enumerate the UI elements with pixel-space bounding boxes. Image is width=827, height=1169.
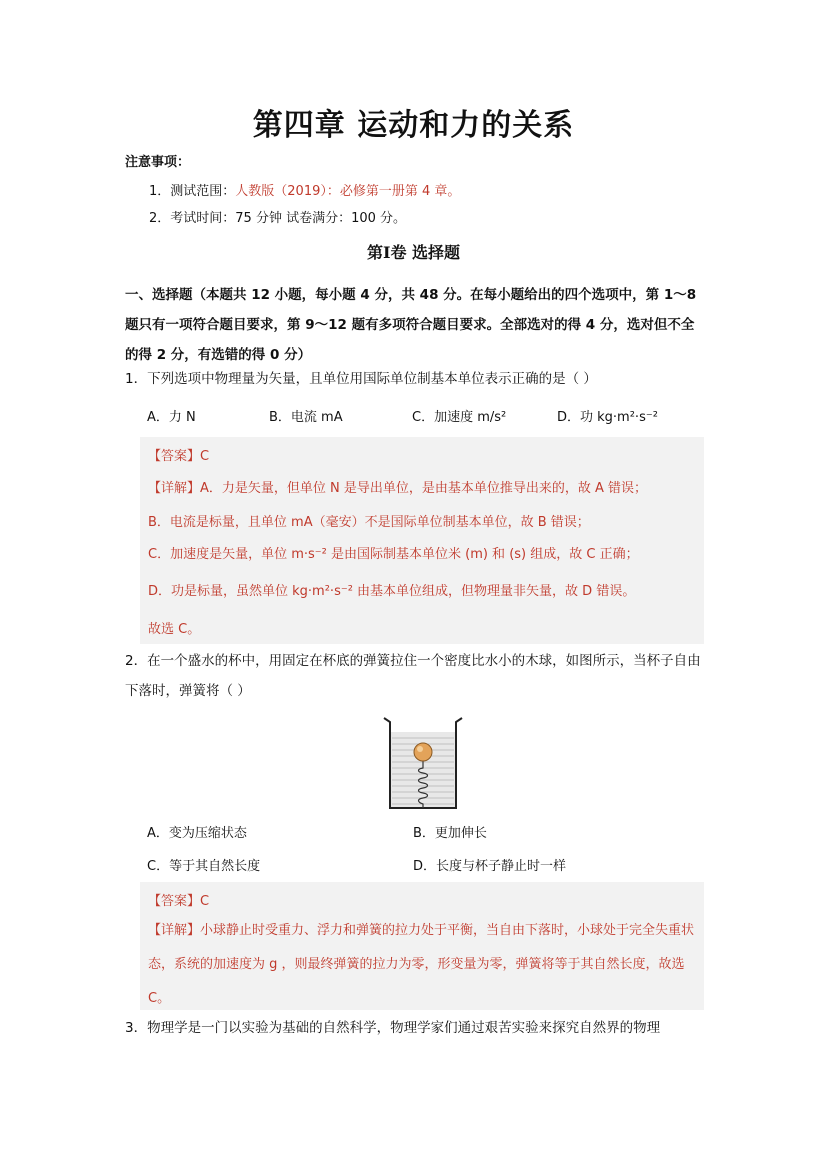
- notice-item-1-value: 人教版（2019）：必修第一册第 4 章。: [235, 184, 461, 199]
- question-1-explain-line-3: C．加速度是矢量，单位 m·s⁻² 是由国际制基本单位米 (m) 和 (s) 组成，故 C 正确；: [148, 547, 639, 562]
- notice-item-1-prefix: 1．测试范围：: [149, 184, 236, 199]
- question-1-explain-line-1: 【详解】A．力是矢量，但单位 N 是导出单位，是由基本单位推导出来的，故 A 错误；: [148, 481, 648, 496]
- question-1-option-a: A．力 N: [147, 410, 196, 425]
- question-1-answer: 【答案】C: [148, 449, 210, 464]
- question-3-stem: 3．物理学是一门以实验为基础的自然科学，物理学家们通过艰苦实验来探究自然界的物理: [125, 1020, 661, 1036]
- question-1-explain-line-5: 故选 C。: [148, 622, 201, 637]
- question-2-option-a: A．变为压缩状态: [147, 826, 247, 841]
- wooden-ball: [414, 743, 432, 761]
- notice-item-1: [149, 180, 460, 199]
- question-1-option-b: B．电流 mA: [269, 410, 343, 425]
- question-1-option-c: C．加速度 m/s²: [412, 410, 507, 425]
- question-2-explain: 【详解】小球静止时受重力、浮力和弹簧的拉力处于平衡，当自由下落时，小球处于完全失重状态，系统的加速度为 g ，则最终弹簧的拉力为零，形变量为零，弹簧将等于其自然长度，故选 C。: [148, 923, 695, 1006]
- question-2-answer: 【答案】C: [148, 894, 210, 909]
- notice-item-2: 2．考试时间：75 分钟 试卷满分：100 分。: [149, 211, 407, 226]
- notice-heading: 注意事项：: [125, 155, 191, 170]
- question-1-stem: 1．下列选项中物理量为矢量，且单位用国际单位制基本单位表示正确的是（ ）: [125, 371, 597, 387]
- question-2-option-b: B．更加伸长: [413, 826, 487, 841]
- question-1-explain-line-2: B．电流是标量，且单位 mA（毫安）不是国际单位制基本单位，故 B 错误；: [148, 515, 590, 530]
- question-1-option-d: D．功 kg·m²·s⁻²: [557, 410, 658, 425]
- beaker-spring-ball-figure: [380, 712, 466, 812]
- question-1-answer-box: [140, 437, 704, 644]
- question-2-stem: 2．在一个盛水的杯中，用固定在杯底的弹簧拉住一个密度比水小的木球，如图所示，当杯子自由下落时，弹簧将（ ）: [125, 653, 701, 699]
- section-instructions: 一、选择题（本题共 12 小题，每小题 4 分，共 48 分。在每小题给出的四个选项中，第 1～8 题只有一项符合题目要求，第 9～12 题有多项符合题目要求。全部选对的得 4 分，选对但不全的得 2 分，有选错的得 0 分）: [125, 287, 697, 363]
- question-1-explain-line-4: D．功是标量，虽然单位 kg·m²·s⁻² 由基本单位组成，但物理量非矢量，故 D 错误。: [148, 584, 636, 599]
- chapter-title: 第四章 运动和力的关系: [252, 108, 575, 143]
- question-2-option-d: D．长度与杯子静止时一样: [413, 859, 567, 874]
- section-title: 第Ⅰ卷 选择题: [366, 243, 461, 262]
- question-2-option-c: C．等于其自然长度: [147, 859, 261, 874]
- question-2-answer-box: [140, 882, 704, 1010]
